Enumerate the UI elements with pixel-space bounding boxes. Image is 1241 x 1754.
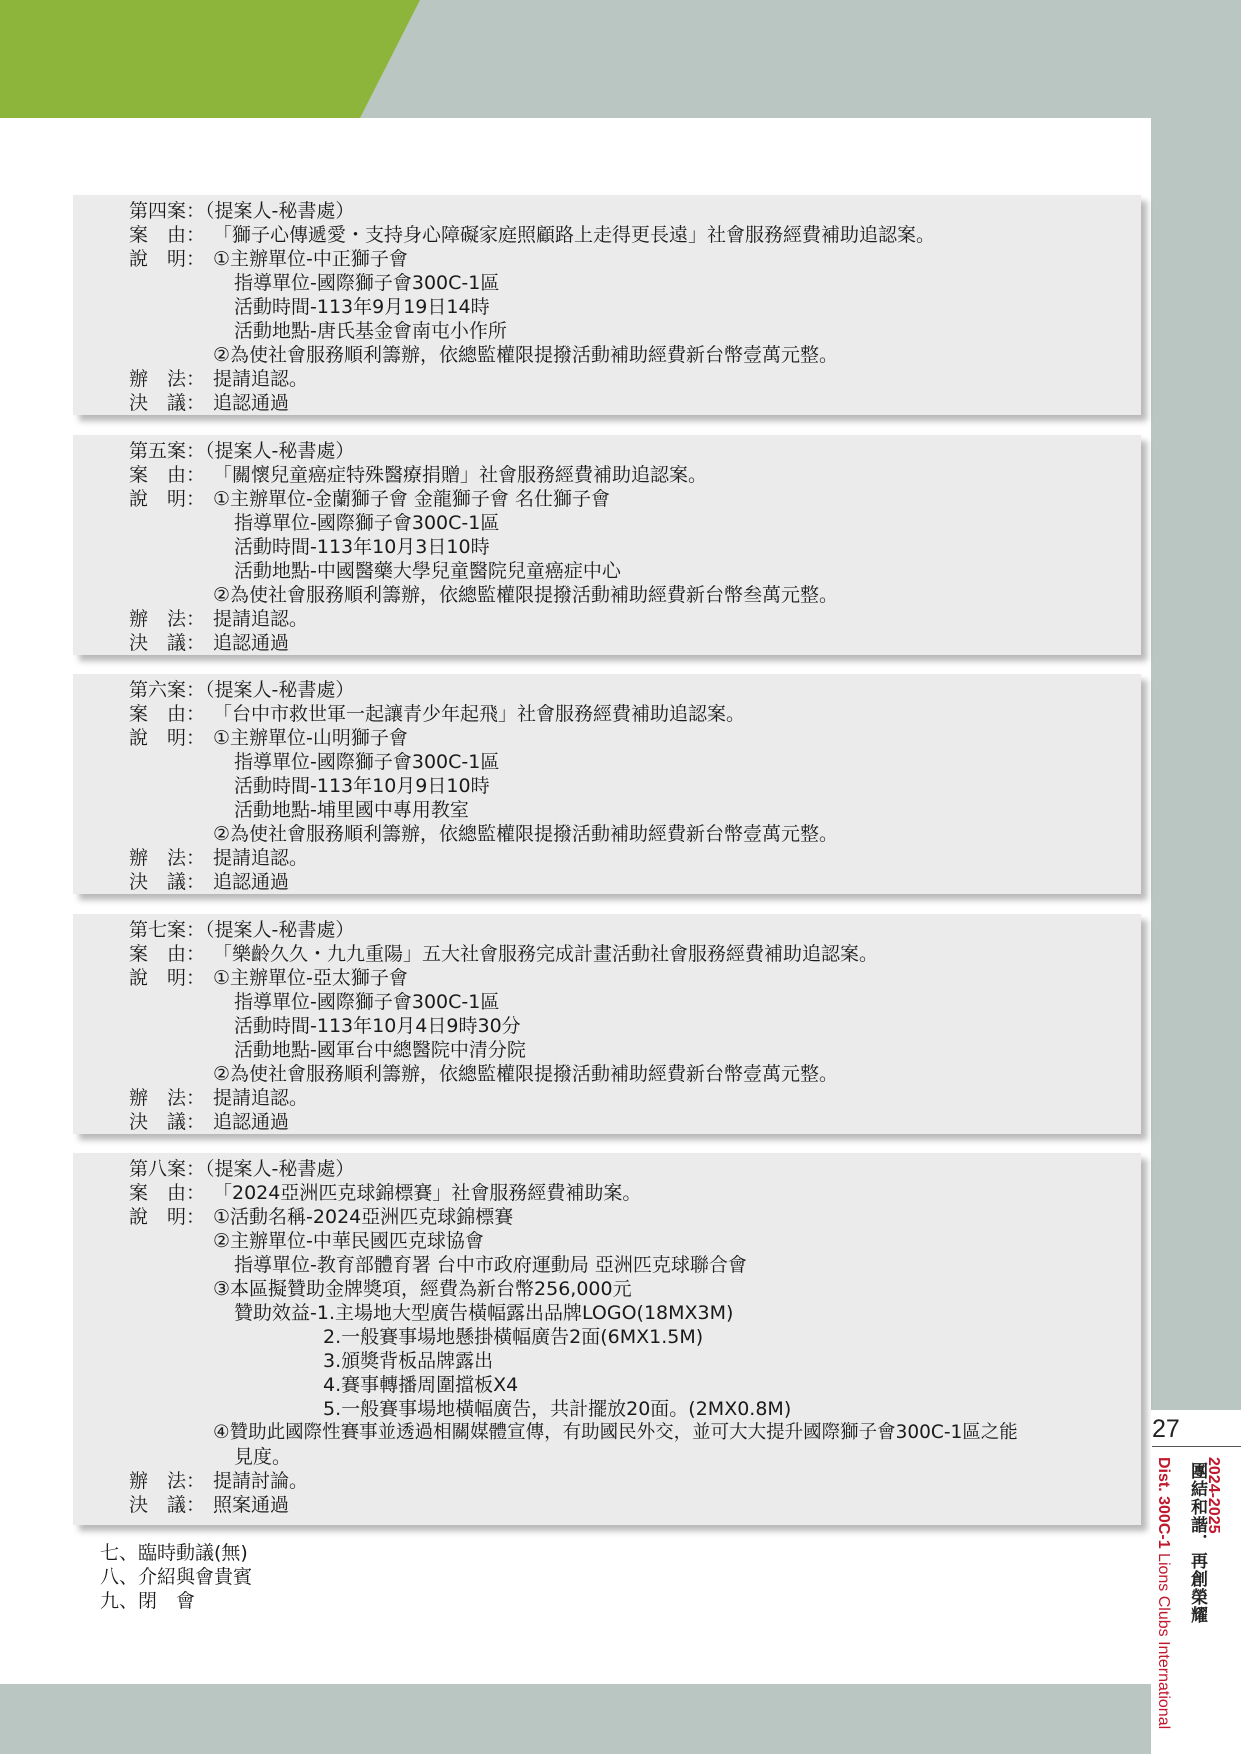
reason-label: 案 由： bbox=[129, 703, 206, 725]
explain-line: 活動地點-中國醫藥大學兒童醫院兒童癌症中心 bbox=[234, 560, 621, 582]
method-text: 提請討論。 bbox=[213, 1470, 309, 1492]
explain-line: ①主辦單位-中正獅子會 bbox=[213, 248, 408, 270]
sidebar-year: 2024-2025 bbox=[1205, 1457, 1222, 1534]
explain-line: 活動時間-113年10月9日10時 bbox=[234, 775, 490, 797]
explain-line: 活動地點-埔里國中專用教室 bbox=[234, 799, 469, 821]
method-text: 提請追認。 bbox=[213, 608, 309, 630]
explain-line: 指導單位-國際獅子會300C-1區 bbox=[234, 512, 500, 534]
method-text: 提請追認。 bbox=[213, 368, 309, 390]
reason-text: 「關懷兒童癌症特殊醫療捐贈」社會服務經費補助追認案。 bbox=[213, 464, 708, 486]
case-card bbox=[73, 195, 1141, 415]
explain-line: 指導單位-國際獅子會300C-1區 bbox=[234, 751, 500, 773]
explain-line: ④贊助此國際性賽事並透過相關媒體宣傳，有助國民外交，並可大大提升國際獅子會300C-1區之能 bbox=[213, 1422, 1018, 1443]
explain-line: ②為使社會服務順利籌辦，依總監權限提撥活動補助經費新台幣壹萬元整。 bbox=[213, 823, 839, 845]
resolution-text: 追認通過 bbox=[213, 1111, 290, 1133]
agenda-item: 八、介紹與會貴賓 bbox=[100, 1566, 253, 1588]
sidebar-motto: 團結和諧．再創榮耀 bbox=[1188, 1462, 1207, 1624]
explain-line: 贊助效益-1.主場地大型廣告橫幅露出品牌LOGO(18MX3M) bbox=[234, 1302, 734, 1324]
explain-label: 說 明： bbox=[129, 248, 206, 270]
sidebar-divider bbox=[1152, 1446, 1241, 1447]
reason-label: 案 由： bbox=[129, 224, 206, 246]
explain-line: ①活動名稱-2024亞洲匹克球錦標賽 bbox=[213, 1206, 514, 1228]
method-text: 提請追認。 bbox=[213, 1087, 309, 1109]
case-number: 第四案：（提案人-秘書處） bbox=[129, 200, 355, 222]
case-card bbox=[73, 435, 1141, 655]
case-number: 第五案：（提案人-秘書處） bbox=[129, 440, 355, 462]
explain-label: 說 明： bbox=[129, 967, 206, 989]
case-card bbox=[73, 1153, 1141, 1525]
resolution-label: 決 議： bbox=[129, 392, 206, 414]
explain-line: ②為使社會服務順利籌辦，依總監權限提撥活動補助經費新台幣叁萬元整。 bbox=[213, 584, 839, 606]
resolution-label: 決 議： bbox=[129, 632, 206, 654]
explain-line: 指導單位-國際獅子會300C-1區 bbox=[234, 991, 500, 1013]
reason-text: 「獅子心傳遞愛・支持身心障礙家庭照顧路上走得更長遠」社會服務經費補助追認案。 bbox=[213, 224, 936, 246]
explain-label: 說 明： bbox=[129, 488, 206, 510]
page-number: 27 bbox=[1152, 1415, 1180, 1443]
case-card bbox=[73, 914, 1141, 1134]
case-number: 第七案：（提案人-秘書處） bbox=[129, 919, 355, 941]
explain-line: 4.賽事轉播周圍擋板X4 bbox=[323, 1374, 519, 1396]
explain-line: ①主辦單位-亞太獅子會 bbox=[213, 967, 408, 989]
resolution-text: 照案通過 bbox=[213, 1494, 290, 1516]
reason-text: 「台中市救世軍一起讓青少年起飛」社會服務經費補助追認案。 bbox=[213, 703, 746, 725]
reason-text: 「2024亞洲匹克球錦標賽」社會服務經費補助案。 bbox=[213, 1182, 642, 1204]
method-label: 辦 法： bbox=[129, 1470, 206, 1492]
resolution-label: 決 議： bbox=[129, 1494, 206, 1516]
explain-line: 指導單位-教育部體育署 台中市政府運動局 亞洲匹克球聯合會 bbox=[234, 1254, 747, 1276]
resolution-label: 決 議： bbox=[129, 871, 206, 893]
explain-label: 說 明： bbox=[129, 1206, 206, 1228]
case-number: 第八案：（提案人-秘書處） bbox=[129, 1158, 355, 1180]
explain-label: 說 明： bbox=[129, 727, 206, 749]
reason-label: 案 由： bbox=[129, 943, 206, 965]
explain-line: ②主辦單位-中華民國匹克球協會 bbox=[213, 1230, 484, 1252]
agenda-item: 九、閉 會 bbox=[100, 1590, 196, 1612]
explain-line: 活動地點-唐氏基金會南屯小作所 bbox=[234, 320, 507, 342]
explain-line: 活動時間-113年10月4日9時30分 bbox=[234, 1015, 521, 1037]
explain-line: 2.一般賽事場地懸掛橫幅廣告2面(6MX1.5M) bbox=[323, 1326, 704, 1348]
reason-label: 案 由： bbox=[129, 1182, 206, 1204]
resolution-label: 決 議： bbox=[129, 1111, 206, 1133]
method-label: 辦 法： bbox=[129, 847, 206, 869]
explain-line: ③本區擬贊助金牌獎項，經費為新台幣256,000元 bbox=[213, 1278, 632, 1300]
method-label: 辦 法： bbox=[129, 1087, 206, 1109]
explain-line: ②為使社會服務順利籌辦，依總監權限提撥活動補助經費新台幣壹萬元整。 bbox=[213, 344, 839, 366]
explain-line: 見度。 bbox=[234, 1446, 292, 1468]
explain-line: 5.一般賽事場地橫幅廣告，共計擺放20面。(2MX0.8M) bbox=[323, 1398, 792, 1420]
explain-line: 活動時間-113年9月19日14時 bbox=[234, 296, 490, 318]
explain-line: 3.頒獎背板品牌露出 bbox=[323, 1350, 494, 1372]
method-label: 辦 法： bbox=[129, 608, 206, 630]
method-text: 提請追認。 bbox=[213, 847, 309, 869]
reason-text: 「樂齡久久・九九重陽」五大社會服務完成計畫活動社會服務經費補助追認案。 bbox=[213, 943, 879, 965]
method-label: 辦 法： bbox=[129, 368, 206, 390]
sidebar-district: Dist. 300C-1 Lions Clubs International bbox=[1155, 1457, 1172, 1730]
explain-line: 活動時間-113年10月3日10時 bbox=[234, 536, 490, 558]
explain-line: 指導單位-國際獅子會300C-1區 bbox=[234, 272, 500, 294]
case-card bbox=[73, 674, 1141, 894]
explain-line: 活動地點-國軍台中總醫院中清分院 bbox=[234, 1039, 526, 1061]
explain-line: ①主辦單位-山明獅子會 bbox=[213, 727, 408, 749]
resolution-text: 追認通過 bbox=[213, 392, 290, 414]
case-number: 第六案：（提案人-秘書處） bbox=[129, 679, 355, 701]
explain-line: ①主辦單位-金蘭獅子會 金龍獅子會 名仕獅子會 bbox=[213, 488, 610, 510]
agenda-item: 七、臨時動議(無) bbox=[100, 1542, 248, 1564]
bottom-band bbox=[0, 1684, 1241, 1754]
reason-label: 案 由： bbox=[129, 464, 206, 486]
resolution-text: 追認通過 bbox=[213, 871, 290, 893]
resolution-text: 追認通過 bbox=[213, 632, 290, 654]
explain-line: ②為使社會服務順利籌辦，依總監權限提撥活動補助經費新台幣壹萬元整。 bbox=[213, 1063, 839, 1085]
